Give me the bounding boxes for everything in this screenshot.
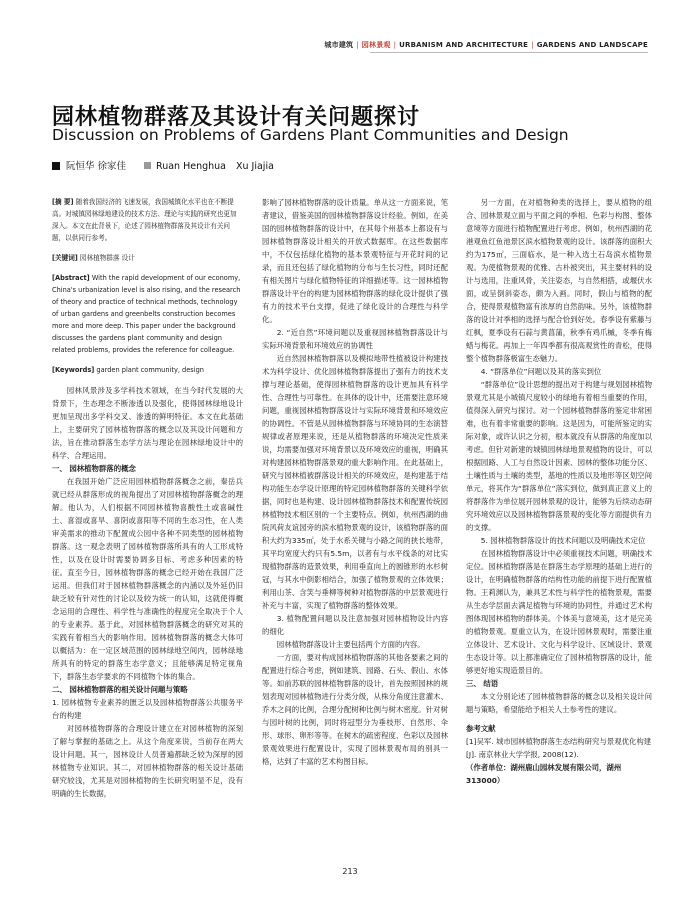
body-paragraph: 5. 园林植物群落设计的技术问题以及明确技术定位 [480, 536, 646, 545]
body-paragraph: 一方面，要对构成园林植物群落的其他各要素之间的配置进行综合考虑，例如建筑、园路、石头、假山、水体等。如前苏联的园林植物群落的设计，首先按照园林的规划表现对园林植物进行分类分级，从株分角度注意灌木、乔木之间的比例，合理分配树种比例与树木密度。针对树与园叶树的比例，同时将冠型分为垂枝形、自然形、伞形、球形、卵形等等。在树木的疏密程度、色彩以及园林景观效果进行配置设计，实现了园林景观布局的别具一格，达到了丰富的艺术构图目标。 [262, 653, 448, 766]
body-paragraph: 3. 植物配置问题以及注意加强对园林植物设计内容的细化 [262, 614, 448, 636]
body-column-3 [466, 196, 652, 787]
header-separator: | [531, 41, 534, 49]
author-affiliation: （作者单位：湖州鹿山园林发展有限公司，湖州 313000） [466, 763, 622, 785]
keywords-en-text: garden plant community, design [96, 366, 204, 374]
authors-cn: 阮恒华 徐家佳 [66, 161, 127, 172]
article-title-en: Discussion on Problems of Gardens Plant Communities and Design [52, 126, 569, 144]
abstract-en [52, 272, 243, 356]
body-paragraph: 对园林植物群落的合理设计建立在对园林植物的深刻了解与掌握的基础之上。从这个角度来说，当前存在两大设计问题。其一，园林设计人员普遍都缺乏较为深厚的园林植物专业知识。其二，对园林植物群落的相关设计基础研究较浅，尤其是对园林植物的生长研究明显不足，没有明确的生长数据， [52, 724, 243, 798]
running-header [324, 40, 648, 50]
section-heading: 二、 园林植物群落的相关设计问题与策略 [52, 685, 188, 694]
body-paragraph: “群落单位”设计思想的提出对于构建与规划园林植物景观尤其是小城镇尺度较小的绿地有着相当重要的作用，值得深入研究与探讨。对一个园林植物群落的鉴定非常困难，也有着非常重要的影响。这是因为，可能所鉴定的实际对象，或许认识之分初，根本就没有从群落的角度加以考虑。但针对新建的城镇园林绿地景观植物的设计，可以根据园路、人工与自然设计因素、园林的整体功能分区、土壤性质与土壤的类型，基地的性质以及地形等区划空间单元，将其作为“群落单位”落实到位，做到真正意义上的将群落作为单位展开园林景观的设计，能够为后续动态研究环境效应以及园林植物群落景观的变化等方面提供有力的支撑。 [466, 380, 652, 532]
body-paragraph: 园林风景涉及多学科技术领域，在当今时代发展的大背景下，生态理念不断渗透以及强化，使得园林绿地设计更加呈现出多学科交叉、渗透的鲜明特征。本文在此基础上，主要研究了园林植物群落的概念以及其设计问题和方法，旨在推动群落生态学方法与理论在园林绿地设计中的科学、合理运用。 [52, 386, 243, 460]
authors-line [52, 158, 284, 172]
keywords-cn-text: 园林植物群落 设计 [79, 254, 135, 262]
header-section: 城市建筑 [324, 41, 354, 49]
header-separator: | [356, 41, 359, 49]
body-paragraph: 在我国开始广泛应用园林植物群落概念之前，秦岳兵就已经从群落形成的视角提出了对园林植物群落概念的理解。他认为，人们根据不同园林植物喜酸性土或喜碱性土、喜湿或喜旱、喜阴或喜阳等不同的生态习性，在人类审美需求的推动下配置成公园中各种不同类型的园林植物群落。这一观念表明了园林植物群落所具有的人工形成特性，以及在设计时需要协调多目标、考虑多种因素的特征。直至今日，园林植物群落的概念已经开始在我国广泛运用。但我们对于园林植物群落概念的内涵以及外延仍旧缺乏较有针对性的讨论以及较为统一的认知，这就使得概念运用的合理性、科学性与准确性的程度完全取决于个人的专业素养。基于此，对园林植物群落概念的研究对其的实践有着相当大的影响作用。园林植物群落的概念大体可以概括为：在一定区域范围的园林绿地空间内，园林绿地所具有的特定的群落生态学意义；且能够满足特定视角下，群落生态学要求的不同植物个体的集合。 [52, 477, 243, 681]
header-en-section: URBANISM AND ARCHITECTURE [399, 41, 529, 49]
abstract-cn-text: 随着我国经济的飞速发展，我国城镇化水平也在不断提高。对城镇园林绿地建设的技术方法、理论与实践的研究也更加深入。本文在此背景下，论述了园林植物群落及其设计有关问题，以供同行参考。 [52, 198, 237, 242]
body-paragraph: 在园林植物群落设计中必须重视技术问题，明确技术定位。园林植物群落是在群落生态学原理的基础上进行的设计，在明确植物群落的结构性功能的前提下进行配置植物。王莉渊认为，兼具艺术性与科学性的植物景观，需要从生态学层面去满足植物与环境的协同性，并通过艺术构图体现园林植物的群体美。个体美与意境美，这才是完美的植物景观。夏重立认为，在设计园林景观时，需要注重立体设计、艺术设计、文化与科学设计、区域设计、景观生态设计等。以上都准确定位了园林植物群落的设计，能够更好地实现造景目的。 [466, 549, 652, 675]
body-paragraph: 园林植物群落设计主要包括两个方面的内容。 [276, 640, 425, 649]
header-subsection: 园林景观 [361, 41, 391, 49]
body-paragraph: 1. 园林植物专业素养的匮乏以及园林植物群落公共服务平台的构建 [52, 698, 243, 720]
column-1 [52, 196, 243, 800]
abstract-cn-label: [摘 要] [52, 198, 74, 206]
body-paragraph: 4. “群落单位”问题以及其的落实到位 [480, 367, 602, 376]
header-en-subsection: GARDENS AND LANDSCAPE [536, 41, 648, 49]
reference-entry: [1]吴军. 城市园林植物群落生态结构研究与景观优化构建[J]. 南京林业大学学报, 2008(12). [466, 737, 652, 759]
body-column-1 [52, 384, 243, 800]
square-bullet-icon [144, 162, 151, 169]
article-title-cn: 园林植物群落及其设计有关问题探讨 [52, 105, 421, 130]
body-paragraph: 2. “近自然”环境问题以及重视园林植物群落设计与实际环境背景和环境效应的协调性 [262, 328, 448, 350]
section-heading: 一、 园林植物群落的概念 [52, 464, 136, 473]
author-en-1: Ruan Henghua [156, 161, 226, 172]
keywords-cn-label: [关键词] [52, 254, 78, 262]
abstract-en-label: [Abstract] [52, 274, 90, 282]
page-number: 213 [342, 867, 358, 876]
body-paragraph: 影响了园林植物群落的设计质量。单从这一方面来说，笔者建议，借鉴美国的园林植物群落设计经验。例如，在美国的园林植物群落的设计中，在其每个州基本上都设有与园林植物群落设计相关的开放式数据库。在这些数据库中，不仅包括绿化植物的基本景观特征与开花时间的记录，而且还包括了绿化植物的分布与生长习性，同时还配有相关图片与绿化植物特征的详细描述等。这一园林植物群落设计平台的构建为园林植物群落的绿化设计提供了强有力的技术平台支撑，促进了绿化设计的合理性与科学化。 [262, 198, 448, 324]
author-en-2: Xu Jiajia [236, 161, 274, 172]
body-column-2 [262, 196, 448, 768]
references-heading: 参考文献 [466, 724, 496, 733]
header-rule [370, 52, 648, 53]
abstract-cn [52, 196, 243, 244]
keywords-en [52, 364, 243, 376]
keywords-cn [52, 252, 243, 264]
body-paragraph: 另一方面，在对植物种类的选择上，要从植物的组合、园林景观立面与平面之间的季相、色彩与构图、整体意境等方面进行植物配置进行考虑。例如，杭州西湖的花港观鱼红鱼池景区滨水植物景观的设计。该群落的面积大约为175㎡，三面临水，是一种入选土石岛滨水植物景观。为使植物景观的优雅、古朴被突出，其主要材料的设计与选用，注重风骨，关注姿态，与自然相搭，或堰伏水面，或呈倒斜姿态，颇为入画。同时，假山与植物的配合，使得景观植物富有浓厚的自然韵味。另外，该植物群落的设计对季相的选择与配合恰到好处。春季设有紫藤与红枫，夏季设有石蒜与黄菖蒲，秋季有鸡爪槭，冬季有梅蜡与梅花。再加上一年四季都有很高观赏性的青松，使得整个植物群落极富生态魅力。 [466, 198, 652, 363]
abstract-en-text: With the rapid development of our economy, China's urbanization level is also rising, and the research of theory and practice of technical methods, technology of urban gardens and greenbelts construction becomes more and more deep. This paper under the background discusses the gardens plant community and design related problems, provides the reference for colleague. [52, 274, 241, 354]
keywords-en-label: [Keywords] [52, 366, 95, 374]
section-heading: 三、 结语 [466, 679, 499, 688]
square-bullet-icon [52, 162, 60, 170]
body-paragraph: 本文分别论述了园林植物群落的概念以及相关设计问题与策略，希望能给予相关人士参考性的建议。 [466, 692, 652, 714]
body-paragraph: 近自然园林植物群落以及模拟地带性植被设计构建技术为科学设计、优化园林植物群落提出了强有力的技术支撑与理论基础，使得园林植物群落的设计更加具有科学性、合理性与可靠性。在具体的设计中，还需要注意环境问题，重视园林植物群落设计与实际环境背景和环境效应的协调性。不管是从园林植物群落与环境协同的生态演替规律或者原理来说，还是从植物群落的环境决定性质来说，均需要加强对环境背景以及环境效应的重视，明确其对构建园林植物群落景观的重大影响作用。在此基础上，研究与园林植被群落设计相关的环境效应，是构建基于结构功能生态学设计原理的特定园林植物群落的关键科学依据，同时也是构建、设计园林植物群落技术和配置传统园林植物技术相区别的一个主要特点。例如，杭州西湖的曲院风荷友谊园旁的滨水植物景观的设计，该植物群落的面积大约为335㎡，处于水系关键与小路之间的狭长地带，其平均宽度大约只有5.5m，以者有与水平线条的对比实现植物群落的造景效果，利用垂直向上的圆锥形的水杉树冠，与其水中倒影相结合，加强了植物景观的立体效果；利用山茶、含笑与垂柳等树种对植物群落的中层景观进行补充与丰富，实现了植物群落的整体效果。 [262, 354, 448, 610]
header-separator: | [393, 41, 397, 49]
